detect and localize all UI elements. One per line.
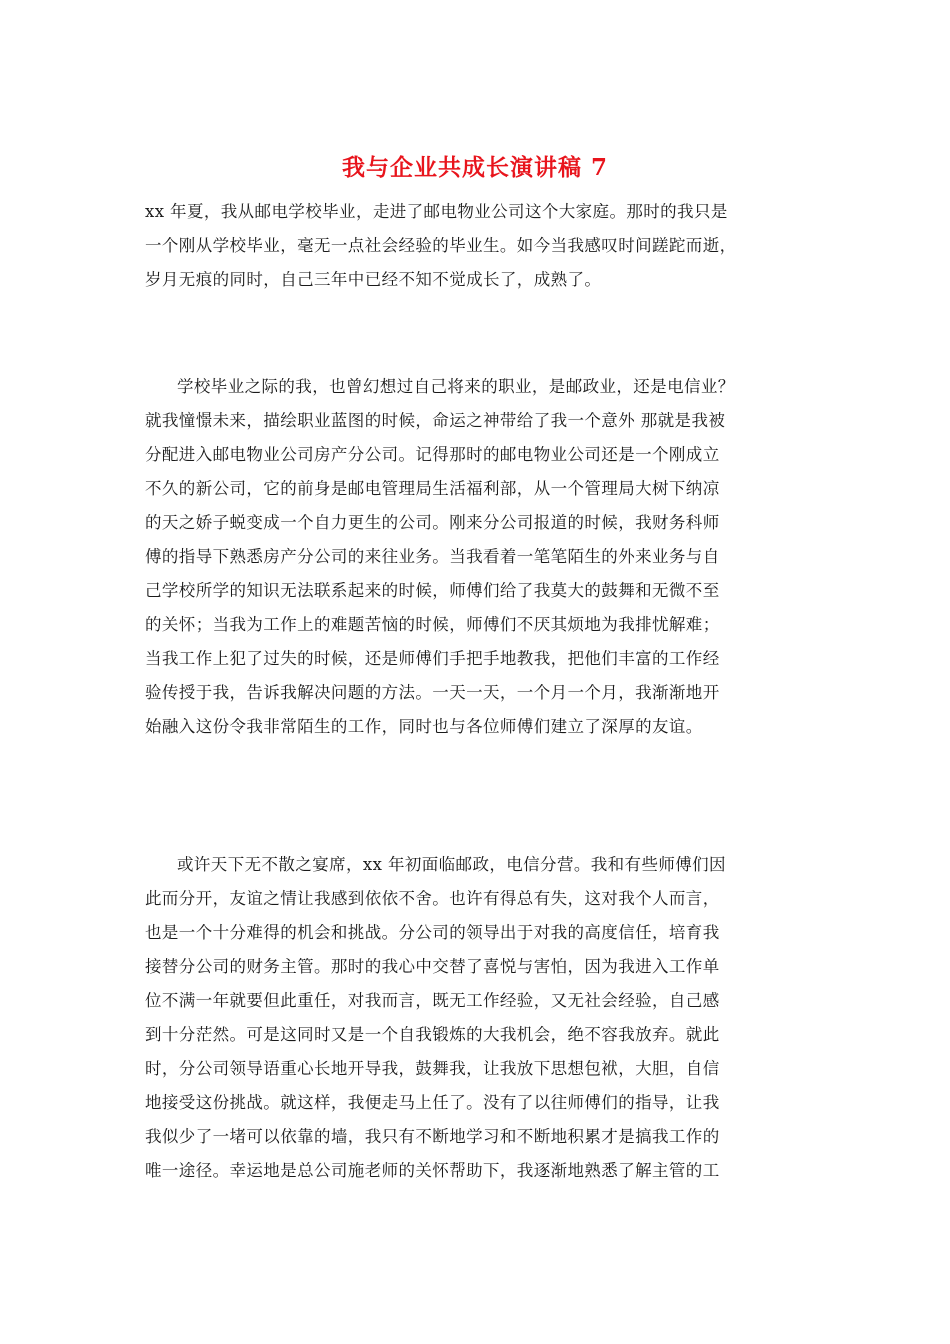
paragraph-line: 唯一途径。幸运地是总公司施老师的关怀帮助下，我逐渐地熟悉了解主管的工 — [145, 1161, 720, 1180]
paragraph-line: 的天之娇子蜕变成一个自力更生的公司。刚来分公司报道的时候，我财务科师 — [145, 513, 720, 532]
paragraph-line: 也是一个十分难得的机会和挑战。分公司的领导出于对我的高度信任，培育我 — [145, 923, 720, 942]
paragraph-2 — [145, 370, 805, 744]
paragraph-line: 我似少了一堵可以依靠的墙，我只有不断地学习和不断地积累才是搞我工作的 — [145, 1127, 720, 1146]
paragraph-line: 己学校所学的知识无法联系起来的时候，师傅们给了我莫大的鼓舞和无微不至 — [145, 581, 720, 600]
paragraph-line: 的关怀；当我为工作上的难题苦恼的时候，师傅们不厌其烦地为我排忧解难； — [145, 615, 720, 634]
paragraph-line: 接替分公司的财务主管。那时的我心中交替了喜悦与害怕，因为我进入工作单 — [145, 957, 720, 976]
paragraph-line: 位不满一年就要但此重任，对我而言，既无工作经验，又无社会经验，自己感 — [145, 991, 720, 1010]
document-title: 我与企业共成长演讲稿 7 — [341, 154, 608, 181]
paragraph-line: 始融入这份令我非常陌生的工作，同时也与各位师傅们建立了深厚的友谊。 — [145, 717, 703, 736]
paragraph-line: 一个刚从学校毕业，毫无一点社会经验的毕业生。如今当我感叹时间蹉跎而逝， — [145, 236, 737, 255]
paragraph-1 — [145, 195, 805, 297]
paragraph-line: 不久的新公司，它的前身是邮电管理局生活福利部，从一个管理局大树下纳凉 — [145, 479, 720, 498]
paragraph-line: 时，分公司领导语重心长地开导我，鼓舞我，让我放下思想包袱，大胆，自信 — [145, 1059, 720, 1078]
paragraph-line: 或许天下无不散之宴席，xx 年初面临邮政，电信分营。我和有些师傅们因 — [177, 855, 726, 874]
paragraph-3 — [145, 848, 805, 1188]
paragraph-line: 当我工作上犯了过失的时候，还是师傅们手把手地教我，把他们丰富的工作经 — [145, 649, 720, 668]
paragraph-line: 就我憧憬未来，描绘职业蓝图的时候，命运之神带给了我一个意外 那就是我被 — [145, 411, 726, 430]
paragraph-line: 地接受这份挑战。就这样，我便走马上任了。没有了以往师傅们的指导，让我 — [145, 1093, 720, 1112]
paragraph-line: 傅的指导下熟悉房产分公司的来往业务。当我看着一笔笔陌生的外来业务与自 — [145, 547, 720, 566]
paragraph-line: 验传授于我，告诉我解决问题的方法。一天一天，一个月一个月，我渐渐地开 — [145, 683, 720, 702]
paragraph-line: 到十分茫然。可是这同时又是一个自我锻炼的大我机会，绝不容我放弃。就此 — [145, 1025, 720, 1044]
paragraph-line: 学校毕业之际的我，也曾幻想过自己将来的职业，是邮政业，还是电信业？ — [177, 377, 735, 396]
paragraph-line: xx 年夏，我从邮电学校毕业，走进了邮电物业公司这个大家庭。那时的我只是 — [145, 202, 728, 221]
paragraph-line: 此而分开，友谊之情让我感到依依不舍。也许有得总有失，这对我个人而言， — [145, 889, 720, 908]
paragraph-line: 分配进入邮电物业公司房产分公司。记得那时的邮电物业公司还是一个刚成立 — [145, 445, 720, 464]
paragraph-line: 岁月无痕的同时，自己三年中已经不知不觉成长了，成熟了。 — [145, 270, 602, 289]
